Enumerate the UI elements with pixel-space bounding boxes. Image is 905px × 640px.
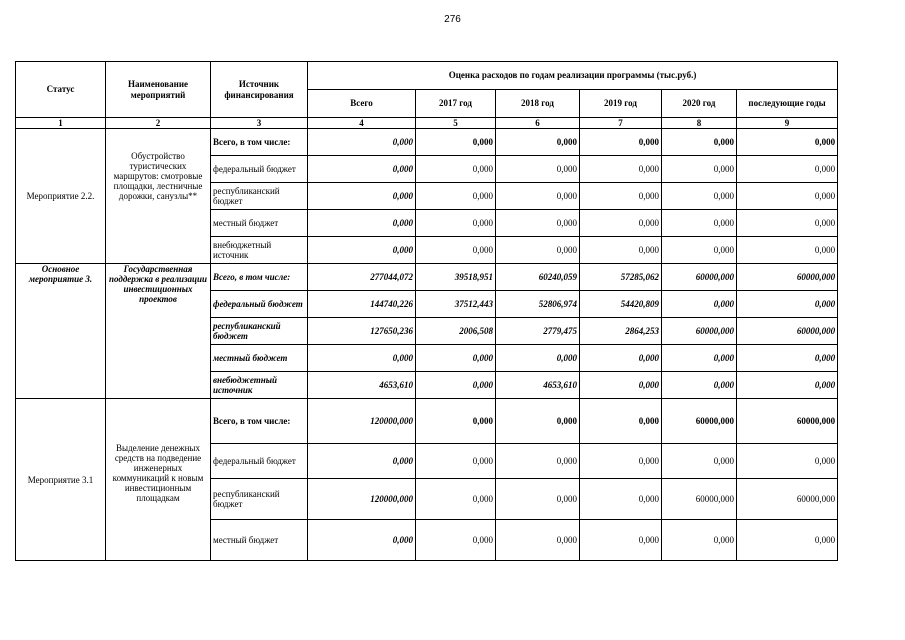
value-cell: 60240,059 [496, 264, 580, 291]
value-cell: 0,000 [308, 129, 416, 156]
value-cell: 0,000 [737, 129, 838, 156]
value-cell: 144740,226 [308, 291, 416, 318]
value-cell: 0,000 [580, 479, 662, 520]
value-cell: 2864,253 [580, 318, 662, 345]
value-cell: 0,000 [496, 520, 580, 561]
measure-name-cell: Государственная поддержка в реализации инвестиционных проектов [106, 264, 211, 399]
value-cell: 0,000 [416, 372, 496, 399]
measure-name-cell [106, 129, 211, 264]
value-cell: 0,000 [496, 237, 580, 264]
value-cell: 0,000 [737, 372, 838, 399]
value-cell: 0,000 [496, 479, 580, 520]
value-cell: 0,000 [416, 129, 496, 156]
measure-3-1-group [16, 399, 838, 561]
header-estimate: Оценка расходов по годам реализации программы (тыс.руб.) [308, 62, 838, 90]
value-cell: 0,000 [580, 156, 662, 183]
value-cell: 60000,000 [737, 264, 838, 291]
table-row [16, 264, 838, 291]
table-row [16, 399, 838, 444]
value-cell: 0,000 [580, 345, 662, 372]
value-cell: 0,000 [496, 156, 580, 183]
value-cell: 120000,000 [308, 399, 416, 444]
column-number: 4 [308, 118, 416, 129]
value-cell: 0,000 [496, 210, 580, 237]
value-cell: 0,000 [496, 444, 580, 479]
value-cell: 54420,809 [580, 291, 662, 318]
header-year-2020: 2020 год [662, 90, 737, 118]
value-cell: 0,000 [737, 156, 838, 183]
table-header [16, 62, 838, 129]
header-year-total: Всего [308, 90, 416, 118]
budget-table [15, 61, 838, 561]
value-cell: 60000,000 [662, 479, 737, 520]
source-cell: федеральный бюджет [211, 291, 308, 318]
measure-name-text: Обустройство туристических маршрутов: смотровые площадки, лестничные дорожки, санузлы** [113, 151, 203, 202]
table-row [16, 129, 838, 156]
value-cell: 0,000 [737, 345, 838, 372]
value-cell: 0,000 [416, 399, 496, 444]
status-cell: Мероприятие 2.2. [16, 129, 106, 264]
value-cell: 0,000 [308, 210, 416, 237]
value-cell: 120000,000 [308, 479, 416, 520]
value-cell: 4653,610 [308, 372, 416, 399]
main-measure-3-group [16, 264, 838, 399]
source-cell: внебюджетный источник [211, 372, 308, 399]
source-cell: республиканский бюджет [211, 479, 308, 520]
value-cell: 2779,475 [496, 318, 580, 345]
value-cell: 60000,000 [662, 264, 737, 291]
value-cell: 0,000 [580, 183, 662, 210]
header-year-2017: 2017 год [416, 90, 496, 118]
value-cell: 0,000 [416, 520, 496, 561]
value-cell: 0,000 [308, 345, 416, 372]
value-cell: 0,000 [416, 444, 496, 479]
value-cell: 0,000 [416, 183, 496, 210]
value-cell: 0,000 [416, 237, 496, 264]
value-cell: 0,000 [737, 183, 838, 210]
value-cell: 37512,443 [416, 291, 496, 318]
value-cell: 0,000 [662, 156, 737, 183]
header-name: Наименование мероприятий [106, 62, 211, 118]
source-cell: федеральный бюджет [211, 444, 308, 479]
measure-2-2-group [16, 129, 838, 264]
value-cell: 60000,000 [737, 479, 838, 520]
value-cell: 0,000 [308, 520, 416, 561]
value-cell: 0,000 [496, 345, 580, 372]
source-cell: федеральный бюджет [211, 156, 308, 183]
value-cell: 0,000 [737, 210, 838, 237]
value-cell: 0,000 [580, 399, 662, 444]
header-year-2018: 2018 год [496, 90, 580, 118]
column-number: 1 [16, 118, 106, 129]
value-cell: 60000,000 [737, 399, 838, 444]
value-cell: 0,000 [496, 399, 580, 444]
value-cell: 0,000 [662, 345, 737, 372]
value-cell: 0,000 [580, 520, 662, 561]
value-cell: 60000,000 [737, 318, 838, 345]
value-cell: 0,000 [580, 237, 662, 264]
value-cell: 0,000 [662, 210, 737, 237]
value-cell: 127650,236 [308, 318, 416, 345]
header-year-later: последующие годы [737, 90, 838, 118]
value-cell: 0,000 [308, 156, 416, 183]
value-cell: 52806,974 [496, 291, 580, 318]
value-cell: 0,000 [580, 372, 662, 399]
value-cell: 0,000 [416, 156, 496, 183]
measure-name-text: Выделение денежных средств на подведение инженерных коммуникаций к новым инвестиционным площадкам [112, 443, 204, 504]
column-number: 9 [737, 118, 838, 129]
value-cell: 0,000 [662, 372, 737, 399]
value-cell: 4653,610 [496, 372, 580, 399]
value-cell: 39518,951 [416, 264, 496, 291]
value-cell: 0,000 [416, 345, 496, 372]
value-cell: 0,000 [416, 210, 496, 237]
source-cell: республиканский бюджет [211, 318, 308, 345]
column-number: 7 [580, 118, 662, 129]
source-cell: местный бюджет [211, 520, 308, 561]
source-cell: Всего, в том числе: [211, 264, 308, 291]
status-cell: Мероприятие 3.1 [16, 399, 106, 561]
value-cell: 2006,508 [416, 318, 496, 345]
value-cell: 60000,000 [662, 399, 737, 444]
value-cell: 0,000 [416, 479, 496, 520]
value-cell: 0,000 [737, 237, 838, 264]
column-number: 5 [416, 118, 496, 129]
source-cell: республиканский бюджет [211, 183, 308, 210]
value-cell: 0,000 [737, 444, 838, 479]
column-number-row [16, 118, 838, 129]
column-number: 3 [211, 118, 308, 129]
value-cell: 0,000 [662, 444, 737, 479]
source-cell: Всего, в том числе: [211, 129, 308, 156]
header-year-2019: 2019 год [580, 90, 662, 118]
source-cell: внебюджетный источник [211, 237, 308, 264]
value-cell: 0,000 [737, 520, 838, 561]
page-number: 276 [444, 14, 461, 25]
value-cell: 0,000 [308, 183, 416, 210]
value-cell: 0,000 [662, 237, 737, 264]
value-cell: 277044,072 [308, 264, 416, 291]
value-cell: 0,000 [496, 129, 580, 156]
measure-name-cell [106, 399, 211, 561]
value-cell: 0,000 [662, 291, 737, 318]
value-cell: 60000,000 [662, 318, 737, 345]
value-cell: 0,000 [737, 291, 838, 318]
column-number: 8 [662, 118, 737, 129]
value-cell: 0,000 [580, 210, 662, 237]
column-number: 2 [106, 118, 211, 129]
value-cell: 0,000 [308, 444, 416, 479]
value-cell: 0,000 [308, 237, 416, 264]
value-cell: 0,000 [580, 129, 662, 156]
value-cell: 0,000 [662, 129, 737, 156]
value-cell: 0,000 [496, 183, 580, 210]
value-cell: 0,000 [662, 183, 737, 210]
value-cell: 0,000 [662, 520, 737, 561]
header-source: Источник финансирования [211, 62, 308, 118]
source-cell: Всего, в том числе: [211, 399, 308, 444]
value-cell: 57285,062 [580, 264, 662, 291]
header-status: Статус [16, 62, 106, 118]
status-cell: Основное мероприятие 3. [16, 264, 106, 399]
source-cell: местный бюджет [211, 210, 308, 237]
value-cell: 0,000 [580, 444, 662, 479]
column-number: 6 [496, 118, 580, 129]
source-cell: местный бюджет [211, 345, 308, 372]
